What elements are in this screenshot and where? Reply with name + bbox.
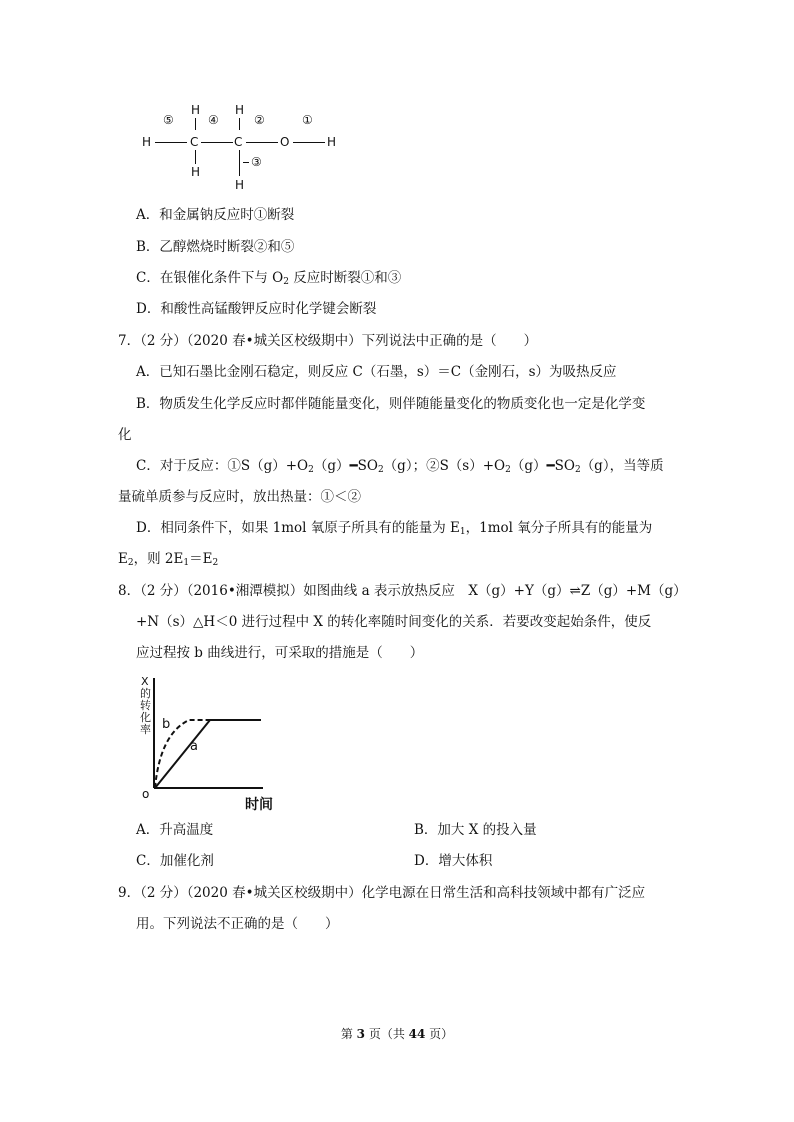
q8-option-c: C．加催化剂	[136, 853, 214, 869]
q9-stem-line1: 9．（2 分）（2020 春•城关区校级期中）化学电源在日常生活和高科技领域中都有广泛应	[118, 885, 646, 901]
q7-option-b-line2: 化	[118, 427, 132, 443]
q7-option-c-line1: C．对于反应：$①S(g)+O_2(g)━SO_2(g)$；$②S(s)+O_2(g)━SO_2(g)$，当等质	[136, 458, 664, 475]
q6-option-b: B．乙醇燃烧时断裂②和⑤	[136, 239, 295, 255]
y-axis-label-char: 率	[140, 723, 151, 736]
page-footer: 第 3 页（共 44 页）	[340, 1027, 454, 1041]
ethanol-structure-diagram	[138, 100, 348, 195]
bond-line	[293, 142, 325, 143]
bond-break-dash	[243, 162, 249, 163]
q8-stem-line1: 8．（2 分）（2016•湘潭模拟）如图曲线 a 表示放热反应 X（g）+Y（g）⇌Z（g）+M（g）	[118, 583, 687, 599]
q7-option-a: A．已知石墨比金刚石稳定，则反应 C（石墨，s）＝C（金刚石，s）为吸热反应	[136, 364, 617, 380]
q9-stem-line2: 用。下列说法不正确的是（ ）	[136, 916, 339, 932]
q6-option-c: C．在银催化条件下与 $O_2$ 反应时断裂①和③	[136, 270, 402, 287]
bond-marker-3: ③	[251, 155, 262, 169]
atom-h-right: H	[327, 135, 337, 149]
q8-option-d: D．增大体积	[414, 853, 493, 869]
bond-line	[201, 142, 233, 143]
atom-c1: C	[190, 135, 199, 149]
q7-option-b-line1: B．物质发生化学反应时都伴随能量变化，则伴随能量变化的物质变化也一定是化学变	[136, 396, 646, 412]
y-axis-label-char: 转	[140, 699, 151, 712]
q8-option-b: B．加大 X 的投入量	[414, 822, 537, 838]
x-axis-label: 时间	[245, 797, 273, 813]
total-pages: 44	[408, 1027, 426, 1041]
y-axis-label-char: X	[141, 675, 149, 688]
bond-line	[246, 142, 278, 143]
q7-option-d-line1: D．相同条件下，如果 1mol 氧原子所具有的能量为 $E_1$，1mol 氧分子所具有的能量为	[136, 520, 653, 537]
q6-option-a: A．和金属钠反应时①断裂	[136, 207, 295, 223]
conversion-vs-time-graph	[133, 672, 293, 817]
q8-option-a: A．升高温度	[136, 822, 214, 838]
y-axis-label-char: 化	[140, 711, 151, 724]
q7-option-c-line2: 量硫单质参与反应时，放出热量：①＜②	[118, 489, 361, 505]
y-axis-label-char: 的	[140, 687, 151, 700]
bond-marker-1: ①	[302, 113, 313, 127]
bond-line	[239, 118, 240, 130]
atom-h-bottom-2: H	[235, 178, 245, 192]
bond-line	[195, 118, 196, 130]
bond-marker-5: ⑤	[163, 113, 174, 127]
curve-a-label: a	[190, 739, 198, 754]
atom-h-left: H	[142, 135, 152, 149]
bond-line	[239, 150, 240, 176]
atom-h-top-2: H	[235, 103, 245, 117]
atom-h-top-1: H	[191, 103, 201, 117]
q7-stem: 7．（2 分）（2020 春•城关区校级期中）下列说法中正确的是（ ）	[118, 333, 538, 349]
bond-line	[155, 142, 187, 143]
bond-marker-4: ④	[208, 113, 219, 127]
atom-c2: C	[234, 135, 243, 149]
graph-svg	[133, 672, 293, 817]
q7-option-d-line2: $E_2$，则 $2E_1=E_2$	[118, 551, 219, 568]
bond-marker-2: ②	[254, 113, 265, 127]
atom-o: O	[280, 135, 290, 149]
curve-b-label: b	[162, 717, 171, 732]
bond-line	[195, 150, 196, 164]
q6-option-d: D．和酸性高锰酸钾反应时化学键会断裂	[136, 301, 377, 317]
q8-stem-line2: +N（s）△H＜0 进行过程中 X 的转化率随时间变化的关系．若要改变起始条件，使反	[136, 614, 652, 630]
page-number: 3	[356, 1027, 365, 1041]
atom-h-bottom-1: H	[191, 165, 201, 179]
q8-stem-line3: 应过程按 b 曲线进行，可采取的措施是（ ）	[136, 645, 424, 661]
origin-label: o	[142, 787, 150, 801]
